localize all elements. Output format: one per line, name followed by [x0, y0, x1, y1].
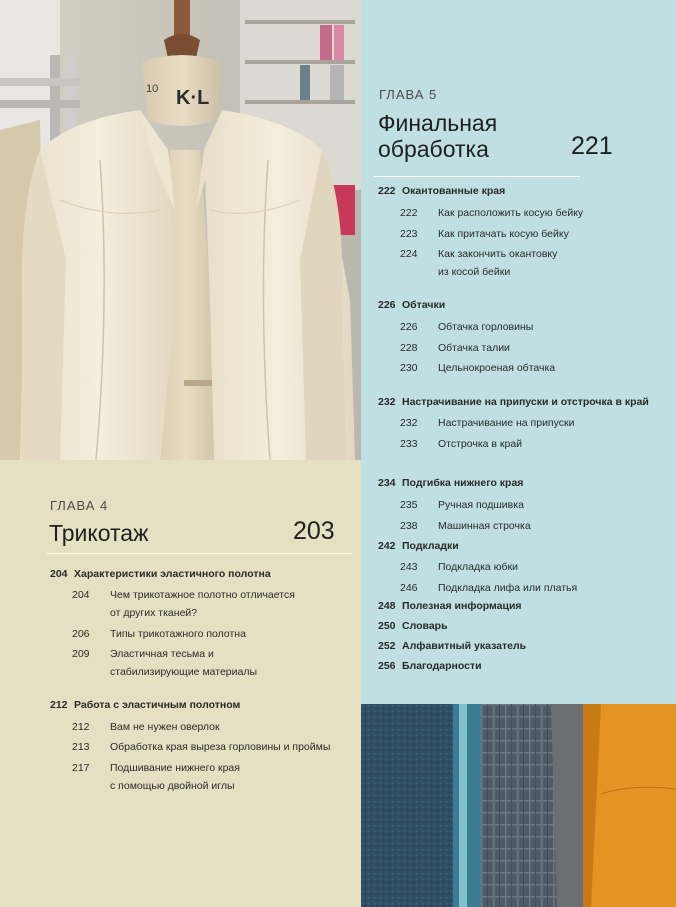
- chapter5-panel: [361, 0, 676, 704]
- chapter4-label: ГЛАВА 4: [50, 498, 109, 513]
- chapter5-title-line1: Финальная: [378, 110, 498, 136]
- dress-form-illustration: [0, 0, 361, 460]
- dress-form-photo: [0, 0, 361, 460]
- chapter4-panel: [0, 460, 361, 907]
- fabric-swatches-photo: [361, 704, 676, 907]
- chapter4-toc: 204 Характеристики эластичного полотна 204 Чем трикотажное полотно отличается от других тканей? 206 Типы трикотажного полотна 209 Эластичная тесьма и стабилизирующие материалы 212 Работа с эластичным полотном 212 Вам не нужен оверлок 213 Обработка края выреза горловины и проймы 217 Подшивание нижнего края с помощью двойной иглы: [50, 568, 331, 792]
- stencil-number: 10: [146, 83, 159, 95]
- stencil-letters: K·L: [176, 87, 210, 109]
- fabric-swatches-illustration: [361, 704, 676, 907]
- chapter5-title-line2: обработка: [378, 136, 489, 162]
- chapter5-toc: 222 Окантованные края 222 Как расположить косую бейку 223 Как притачать косую бейку 224 Как закончить окантовку из косой бейки 226 Обтачки 226 Обтачка горловины 228 Обтачка талии 230 Цельнокроеная обтачка 232 Настрачивание на припуски и отстрочка в край 232 Настрачивание на припуски 233 Отстрочка в край 234 Подгибка нижнего края 235 Ручная подшивка 238 Машинная строчка 242 Подкладки 243 Подкладка юбки 246 Подкладка лифа или платья 248 Полезная информация 250 Словарь 252 Алфавитный указатель 256 Благодарности: [378, 185, 649, 672]
- chapter5-label: ГЛАВА 5: [379, 87, 438, 102]
- chapter4-title: Трикотаж: [49, 520, 149, 546]
- chapter4-page-number: 203: [293, 517, 335, 545]
- chapter5-page-number: 221: [571, 132, 613, 160]
